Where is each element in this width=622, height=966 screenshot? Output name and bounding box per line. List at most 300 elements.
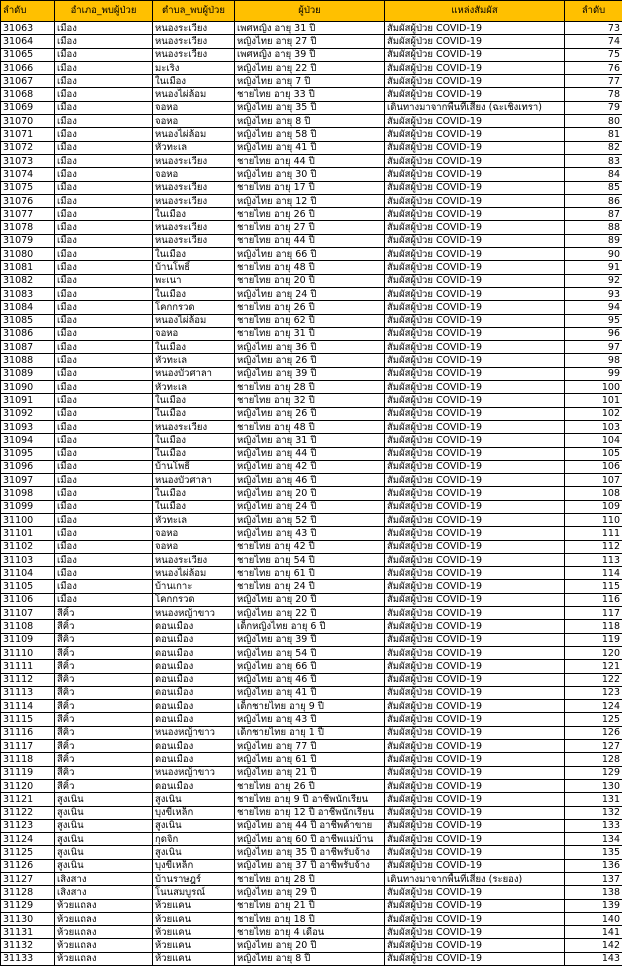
cell-order: 93 — [565, 287, 622, 300]
cell-subdistrict: หนองไผ่ล้อม — [153, 88, 235, 101]
cell-order: 118 — [565, 620, 622, 633]
table-row — [1, 806, 622, 819]
table-row — [1, 779, 622, 792]
cell-patient: หญิงไทย อายุ 26 ปี — [235, 407, 385, 420]
cell-order: 98 — [565, 354, 622, 367]
cell-patient: หญิงไทย อายุ 21 ปี — [235, 766, 385, 779]
header-id: ลำดับ — [1, 1, 55, 22]
cell-source: สัมผัสผู้ป่วย COVID-19 — [385, 181, 565, 194]
cell-subdistrict: โนนสมบูรณ์ — [153, 886, 235, 899]
cell-subdistrict: ดอนเมือง — [153, 673, 235, 686]
cell-patient: เด็กชายไทย อายุ 9 ปี — [235, 700, 385, 713]
cell-order: 126 — [565, 726, 622, 739]
cell-district: เมือง — [55, 381, 153, 394]
cell-id: 31114 — [1, 700, 55, 713]
cell-patient: ชายไทย อายุ 33 ปี — [235, 88, 385, 101]
cell-id: 31119 — [1, 766, 55, 779]
cell-subdistrict: จอหอ — [153, 115, 235, 128]
cell-subdistrict: ในเมือง — [153, 394, 235, 407]
cell-order: 143 — [565, 952, 622, 965]
cell-district: เมือง — [55, 474, 153, 487]
cell-source: สัมผัสผู้ป่วย COVID-19 — [385, 833, 565, 846]
cell-subdistrict: บ้านโพธิ์ — [153, 261, 235, 274]
table-row — [1, 846, 622, 859]
table-row — [1, 234, 622, 247]
cell-source: สัมผัสผู้ป่วย COVID-19 — [385, 367, 565, 380]
cell-source: สัมผัสผู้ป่วย COVID-19 — [385, 88, 565, 101]
cell-source: สัมผัสผู้ป่วย COVID-19 — [385, 154, 565, 167]
cell-district: เมือง — [55, 447, 153, 460]
cell-patient: ชายไทย อายุ 4 เดือน — [235, 926, 385, 939]
table-row — [1, 580, 622, 593]
cell-district: เมือง — [55, 420, 153, 433]
cell-order: 132 — [565, 806, 622, 819]
cell-patient: ชายไทย อายุ 54 ปี — [235, 553, 385, 566]
cell-patient: หญิงไทย อายุ 36 ปี — [235, 341, 385, 354]
cell-subdistrict: บุงขี้เหล็ก — [153, 859, 235, 872]
table-row — [1, 341, 622, 354]
cell-id: 31071 — [1, 128, 55, 141]
cell-patient: ชายไทย อายุ 31 ปี — [235, 327, 385, 340]
cell-subdistrict: หัวทะเล — [153, 513, 235, 526]
cell-district: สีคิ้ว — [55, 686, 153, 699]
cell-district: เสิงสาง — [55, 886, 153, 899]
cell-district: สีคิ้ว — [55, 713, 153, 726]
cell-patient: ชายไทย อายุ 24 ปี — [235, 580, 385, 593]
cell-patient: หญิงไทย อายุ 41 ปี — [235, 686, 385, 699]
table-row — [1, 261, 622, 274]
table-row — [1, 101, 622, 114]
cell-source: สัมผัสผู้ป่วย COVID-19 — [385, 793, 565, 806]
table-row — [1, 646, 622, 659]
cell-subdistrict: หนองระเวียง — [153, 48, 235, 61]
table-row — [1, 474, 622, 487]
cell-patient: หญิงไทย อายุ 61 ปี — [235, 753, 385, 766]
table-row — [1, 460, 622, 473]
cell-source: สัมผัสผู้ป่วย COVID-19 — [385, 939, 565, 952]
cell-id: 31126 — [1, 859, 55, 872]
cell-subdistrict: ห้วยแคน — [153, 912, 235, 925]
header-subdistrict: ตำบล_พบผู้ป่วย — [153, 1, 235, 22]
cell-id: 31110 — [1, 646, 55, 659]
cell-patient: ชายไทย อายุ 27 ปี — [235, 221, 385, 234]
cell-order: 142 — [565, 939, 622, 952]
cell-order: 129 — [565, 766, 622, 779]
cell-district: เมือง — [55, 354, 153, 367]
cell-patient: หญิงไทย อายุ 77 ปี — [235, 740, 385, 753]
cell-source: สัมผัสผู้ป่วย COVID-19 — [385, 354, 565, 367]
table-row — [1, 168, 622, 181]
cell-order: 131 — [565, 793, 622, 806]
cell-subdistrict: บ้านเกาะ — [153, 580, 235, 593]
cell-source: สัมผัสผู้ป่วย COVID-19 — [385, 274, 565, 287]
cell-district: เมือง — [55, 513, 153, 526]
cell-id: 31105 — [1, 580, 55, 593]
cell-source: สัมผัสผู้ป่วย COVID-19 — [385, 434, 565, 447]
cell-source: สัมผัสผู้ป่วย COVID-19 — [385, 607, 565, 620]
cell-patient: ชายไทย อายุ 44 ปี — [235, 234, 385, 247]
cell-district: ห้วยแถลง — [55, 952, 153, 965]
cell-district: เมือง — [55, 341, 153, 354]
cell-subdistrict: ดอนเมือง — [153, 620, 235, 633]
cell-source: สัมผัสผู้ป่วย COVID-19 — [385, 327, 565, 340]
cell-district: เมือง — [55, 181, 153, 194]
table-row — [1, 939, 622, 952]
cell-id: 31075 — [1, 181, 55, 194]
cell-district: เมือง — [55, 48, 153, 61]
table-row — [1, 208, 622, 221]
cell-order: 73 — [565, 22, 622, 35]
cell-order: 115 — [565, 580, 622, 593]
cell-subdistrict: ดอนเมือง — [153, 686, 235, 699]
cell-order: 137 — [565, 873, 622, 886]
cell-district: สีคิ้ว — [55, 726, 153, 739]
cell-district: สีคิ้ว — [55, 673, 153, 686]
cell-source: สัมผัสผู้ป่วย COVID-19 — [385, 726, 565, 739]
cell-district: เมือง — [55, 261, 153, 274]
table-row — [1, 381, 622, 394]
cell-source: สัมผัสผู้ป่วย COVID-19 — [385, 248, 565, 261]
cell-district: เมือง — [55, 208, 153, 221]
cell-order: 103 — [565, 420, 622, 433]
cell-order: 125 — [565, 713, 622, 726]
cell-patient: เด็กหญิงไทย อายุ 6 ปี — [235, 620, 385, 633]
cell-id: 31082 — [1, 274, 55, 287]
cell-subdistrict: ในเมือง — [153, 75, 235, 88]
cell-order: 127 — [565, 740, 622, 753]
cell-district: เมือง — [55, 168, 153, 181]
cell-id: 31083 — [1, 287, 55, 300]
cell-id: 31063 — [1, 22, 55, 35]
cell-patient: หญิงไทย อายุ 20 ปี — [235, 487, 385, 500]
table-row — [1, 926, 622, 939]
cell-patient: หญิงไทย อายุ 44 ปี — [235, 447, 385, 460]
cell-patient: หญิงไทย อายุ 37 ปี อาชีพรับจ้าง — [235, 859, 385, 872]
cell-source: สัมผัสผู้ป่วย COVID-19 — [385, 686, 565, 699]
cell-district: สีคิ้ว — [55, 620, 153, 633]
cell-source: สัมผัสผู้ป่วย COVID-19 — [385, 208, 565, 221]
table-row — [1, 819, 622, 832]
table-row — [1, 420, 622, 433]
cell-district: เมือง — [55, 61, 153, 74]
cell-order: 107 — [565, 474, 622, 487]
cell-patient: ชายไทย อายุ 26 ปี — [235, 301, 385, 314]
cell-id: 31091 — [1, 394, 55, 407]
cell-patient: หญิงไทย อายุ 20 ปี — [235, 939, 385, 952]
cell-order: 117 — [565, 607, 622, 620]
cell-district: เมือง — [55, 301, 153, 314]
table-row — [1, 713, 622, 726]
table-row — [1, 500, 622, 513]
cell-source: สัมผัสผู้ป่วย COVID-19 — [385, 234, 565, 247]
cell-id: 31101 — [1, 527, 55, 540]
cell-district: ห้วยแถลง — [55, 939, 153, 952]
cell-id: 31080 — [1, 248, 55, 261]
cell-district: สีคิ้ว — [55, 646, 153, 659]
cell-order: 81 — [565, 128, 622, 141]
table-row — [1, 75, 622, 88]
cell-subdistrict: ในเมือง — [153, 287, 235, 300]
cell-order: 130 — [565, 779, 622, 792]
cell-subdistrict: ในเมือง — [153, 487, 235, 500]
cell-order: 79 — [565, 101, 622, 114]
cell-district: เมือง — [55, 141, 153, 154]
cell-source: สัมผัสผู้ป่วย COVID-19 — [385, 779, 565, 792]
header-district: อำเภอ_พบผู้ป่วย — [55, 1, 153, 22]
cell-order: 135 — [565, 846, 622, 859]
cell-source: สัมผัสผู้ป่วย COVID-19 — [385, 567, 565, 580]
table-row — [1, 88, 622, 101]
cell-subdistrict: ดอนเมือง — [153, 646, 235, 659]
cell-patient: หญิงไทย อายุ 39 ปี — [235, 367, 385, 380]
cell-patient: ชายไทย อายุ 18 ปี — [235, 912, 385, 925]
cell-subdistrict: จอหอ — [153, 527, 235, 540]
cell-patient: หญิงไทย อายุ 8 ปี — [235, 952, 385, 965]
cell-district: สีคิ้ว — [55, 633, 153, 646]
cell-id: 31096 — [1, 460, 55, 473]
cell-order: 75 — [565, 48, 622, 61]
cell-district: สูงเนิน — [55, 833, 153, 846]
cell-subdistrict: หนองระเวียง — [153, 221, 235, 234]
cell-order: 90 — [565, 248, 622, 261]
cell-subdistrict: จอหอ — [153, 101, 235, 114]
cell-id: 31072 — [1, 141, 55, 154]
table-row — [1, 593, 622, 606]
table-row — [1, 194, 622, 207]
cell-source: สัมผัสผู้ป่วย COVID-19 — [385, 341, 565, 354]
cell-source: สัมผัสผู้ป่วย COVID-19 — [385, 700, 565, 713]
cell-id: 31112 — [1, 673, 55, 686]
cell-id: 31077 — [1, 208, 55, 221]
cell-source: สัมผัสผู้ป่วย COVID-19 — [385, 912, 565, 925]
cell-id: 31124 — [1, 833, 55, 846]
table-row — [1, 181, 622, 194]
cell-subdistrict: หนองหญ้าขาว — [153, 766, 235, 779]
cell-order: 96 — [565, 327, 622, 340]
cell-id: 31108 — [1, 620, 55, 633]
cell-id: 31133 — [1, 952, 55, 965]
cell-id: 31123 — [1, 819, 55, 832]
cell-subdistrict: ห้วยแคน — [153, 899, 235, 912]
cell-order: 92 — [565, 274, 622, 287]
table-row — [1, 487, 622, 500]
cell-order: 91 — [565, 261, 622, 274]
cell-patient: หญิงไทย อายุ 43 ปี — [235, 527, 385, 540]
cell-district: เมือง — [55, 128, 153, 141]
cell-patient: หญิงไทย อายุ 66 ปี — [235, 660, 385, 673]
cell-id: 31120 — [1, 779, 55, 792]
cell-order: 85 — [565, 181, 622, 194]
table-row — [1, 540, 622, 553]
table-row — [1, 833, 622, 846]
cell-subdistrict: บุงขี้เหล็ก — [153, 806, 235, 819]
header-patient: ผู้ป่วย — [235, 1, 385, 22]
cell-district: เมือง — [55, 88, 153, 101]
cell-source: สัมผัสผู้ป่วย COVID-19 — [385, 633, 565, 646]
cell-id: 31128 — [1, 886, 55, 899]
cell-patient: ชายไทย อายุ 26 ปี — [235, 208, 385, 221]
cell-id: 31103 — [1, 553, 55, 566]
cell-subdistrict: สูงเนิน — [153, 793, 235, 806]
table-body — [1, 22, 622, 966]
cell-patient: ชายไทย อายุ 61 ปี — [235, 567, 385, 580]
cell-district: เมือง — [55, 287, 153, 300]
cell-patient: หญิงไทย อายุ 22 ปี — [235, 61, 385, 74]
table-row — [1, 35, 622, 48]
cell-id: 31106 — [1, 593, 55, 606]
table-row — [1, 859, 622, 872]
cell-id: 31122 — [1, 806, 55, 819]
cell-source: สัมผัสผู้ป่วย COVID-19 — [385, 420, 565, 433]
cell-source: สัมผัสผู้ป่วย COVID-19 — [385, 394, 565, 407]
cell-order: 133 — [565, 819, 622, 832]
table-row — [1, 899, 622, 912]
cell-id: 31131 — [1, 926, 55, 939]
cell-district: เมือง — [55, 154, 153, 167]
cell-id: 31102 — [1, 540, 55, 553]
cell-subdistrict: หนองระเวียง — [153, 420, 235, 433]
cell-subdistrict: สูงเนิน — [153, 846, 235, 859]
cell-district: ห้วยแถลง — [55, 899, 153, 912]
cell-order: 128 — [565, 753, 622, 766]
cell-subdistrict: หนองบัวศาลา — [153, 474, 235, 487]
cell-order: 113 — [565, 553, 622, 566]
cell-patient: หญิงไทย อายุ 7 ปี — [235, 75, 385, 88]
cell-district: เมือง — [55, 407, 153, 420]
cell-source: สัมผัสผู้ป่วย COVID-19 — [385, 540, 565, 553]
cell-patient: หญิงไทย อายุ 44 ปี อาชีพค้าขาย — [235, 819, 385, 832]
cell-district: เมือง — [55, 274, 153, 287]
cell-patient: ชายไทย อายุ 28 ปี — [235, 381, 385, 394]
cell-patient: ชายไทย อายุ 20 ปี — [235, 274, 385, 287]
table-row — [1, 660, 622, 673]
table-row — [1, 367, 622, 380]
cell-patient: ชายไทย อายุ 32 ปี — [235, 394, 385, 407]
cell-source: สัมผัสผู้ป่วย COVID-19 — [385, 460, 565, 473]
cell-order: 97 — [565, 341, 622, 354]
cell-district: เมือง — [55, 327, 153, 340]
table-row — [1, 766, 622, 779]
cell-id: 31118 — [1, 753, 55, 766]
cell-source: สัมผัสผู้ป่วย COVID-19 — [385, 381, 565, 394]
table-row — [1, 248, 622, 261]
cell-source: สัมผัสผู้ป่วย COVID-19 — [385, 500, 565, 513]
cell-patient: หญิงไทย อายุ 46 ปี — [235, 673, 385, 686]
cell-id: 31111 — [1, 660, 55, 673]
cell-source: สัมผัสผู้ป่วย COVID-19 — [385, 859, 565, 872]
cell-source: สัมผัสผู้ป่วย COVID-19 — [385, 620, 565, 633]
table-row — [1, 873, 622, 886]
cell-order: 77 — [565, 75, 622, 88]
cell-order: 136 — [565, 859, 622, 872]
cell-district: เมือง — [55, 460, 153, 473]
cell-order: 114 — [565, 567, 622, 580]
cell-id: 31113 — [1, 686, 55, 699]
cell-subdistrict: ห้วยแคน — [153, 939, 235, 952]
cell-subdistrict: โคกกรวด — [153, 301, 235, 314]
cell-source: สัมผัสผู้ป่วย COVID-19 — [385, 301, 565, 314]
cell-id: 31067 — [1, 75, 55, 88]
cell-patient: หญิงไทย อายุ 29 ปี — [235, 886, 385, 899]
cell-patient: เด็กชายไทย อายุ 1 ปี — [235, 726, 385, 739]
cell-patient: ชายไทย อายุ 9 ปี อาชีพนักเรียน — [235, 793, 385, 806]
cell-patient: หญิงไทย อายุ 41 ปี — [235, 141, 385, 154]
cell-subdistrict: ดอนเมือง — [153, 713, 235, 726]
cell-district: เมือง — [55, 500, 153, 513]
cell-source: สัมผัสผู้ป่วย COVID-19 — [385, 926, 565, 939]
cell-subdistrict: ในเมือง — [153, 407, 235, 420]
cell-id: 31064 — [1, 35, 55, 48]
cell-subdistrict: ดอนเมือง — [153, 740, 235, 753]
cell-order: 83 — [565, 154, 622, 167]
cell-source: สัมผัสผู้ป่วย COVID-19 — [385, 115, 565, 128]
cell-order: 111 — [565, 527, 622, 540]
table-row — [1, 753, 622, 766]
cell-subdistrict: กุดจิก — [153, 833, 235, 846]
cell-id: 31093 — [1, 420, 55, 433]
cell-subdistrict: หัวทะเล — [153, 381, 235, 394]
cell-id: 31121 — [1, 793, 55, 806]
cell-patient: ชายไทย อายุ 48 ปี — [235, 420, 385, 433]
cell-district: เมือง — [55, 567, 153, 580]
cell-order: 101 — [565, 394, 622, 407]
cell-source: สัมผัสผู้ป่วย COVID-19 — [385, 593, 565, 606]
cell-patient: ชายไทย อายุ 21 ปี — [235, 899, 385, 912]
cell-patient: ชายไทย อายุ 44 ปี — [235, 154, 385, 167]
cell-patient: หญิงไทย อายุ 31 ปี — [235, 434, 385, 447]
table-row — [1, 567, 622, 580]
cell-district: สูงเนิน — [55, 793, 153, 806]
cell-source: สัมผัสผู้ป่วย COVID-19 — [385, 474, 565, 487]
cell-subdistrict: ดอนเมือง — [153, 660, 235, 673]
table-row — [1, 327, 622, 340]
cell-source: สัมผัสผู้ป่วย COVID-19 — [385, 527, 565, 540]
table-row — [1, 48, 622, 61]
cell-patient: หญิงไทย อายุ 24 ปี — [235, 500, 385, 513]
cell-district: เมือง — [55, 115, 153, 128]
cell-district: สีคิ้ว — [55, 753, 153, 766]
cell-subdistrict: หนองไผ่ล้อม — [153, 567, 235, 580]
table-row — [1, 447, 622, 460]
table-row — [1, 607, 622, 620]
cell-subdistrict: จอหอ — [153, 540, 235, 553]
cell-source: สัมผัสผู้ป่วย COVID-19 — [385, 806, 565, 819]
cell-order: 80 — [565, 115, 622, 128]
cell-source: สัมผัสผู้ป่วย COVID-19 — [385, 168, 565, 181]
cell-id: 31079 — [1, 234, 55, 247]
cell-order: 123 — [565, 686, 622, 699]
cell-district: เมือง — [55, 35, 153, 48]
cell-id: 31073 — [1, 154, 55, 167]
cell-patient: หญิงไทย อายุ 20 ปี — [235, 593, 385, 606]
cell-order: 119 — [565, 633, 622, 646]
cell-patient: หญิงไทย อายุ 42 ปี — [235, 460, 385, 473]
cell-subdistrict: หนองหญ้าขาว — [153, 726, 235, 739]
cell-id: 31089 — [1, 367, 55, 380]
cell-order: 112 — [565, 540, 622, 553]
cell-id: 31066 — [1, 61, 55, 74]
cell-order: 86 — [565, 194, 622, 207]
cell-source: สัมผัสผู้ป่วย COVID-19 — [385, 952, 565, 965]
cell-order: 140 — [565, 912, 622, 925]
cell-subdistrict: หนองไผ่ล้อม — [153, 128, 235, 141]
cell-order: 78 — [565, 88, 622, 101]
cell-source: สัมผัสผู้ป่วย COVID-19 — [385, 553, 565, 566]
table-row — [1, 740, 622, 753]
cell-patient: หญิงไทย อายุ 12 ปี — [235, 194, 385, 207]
cell-subdistrict: ในเมือง — [153, 341, 235, 354]
header-source: แหล่งสัมผัส — [385, 1, 565, 22]
